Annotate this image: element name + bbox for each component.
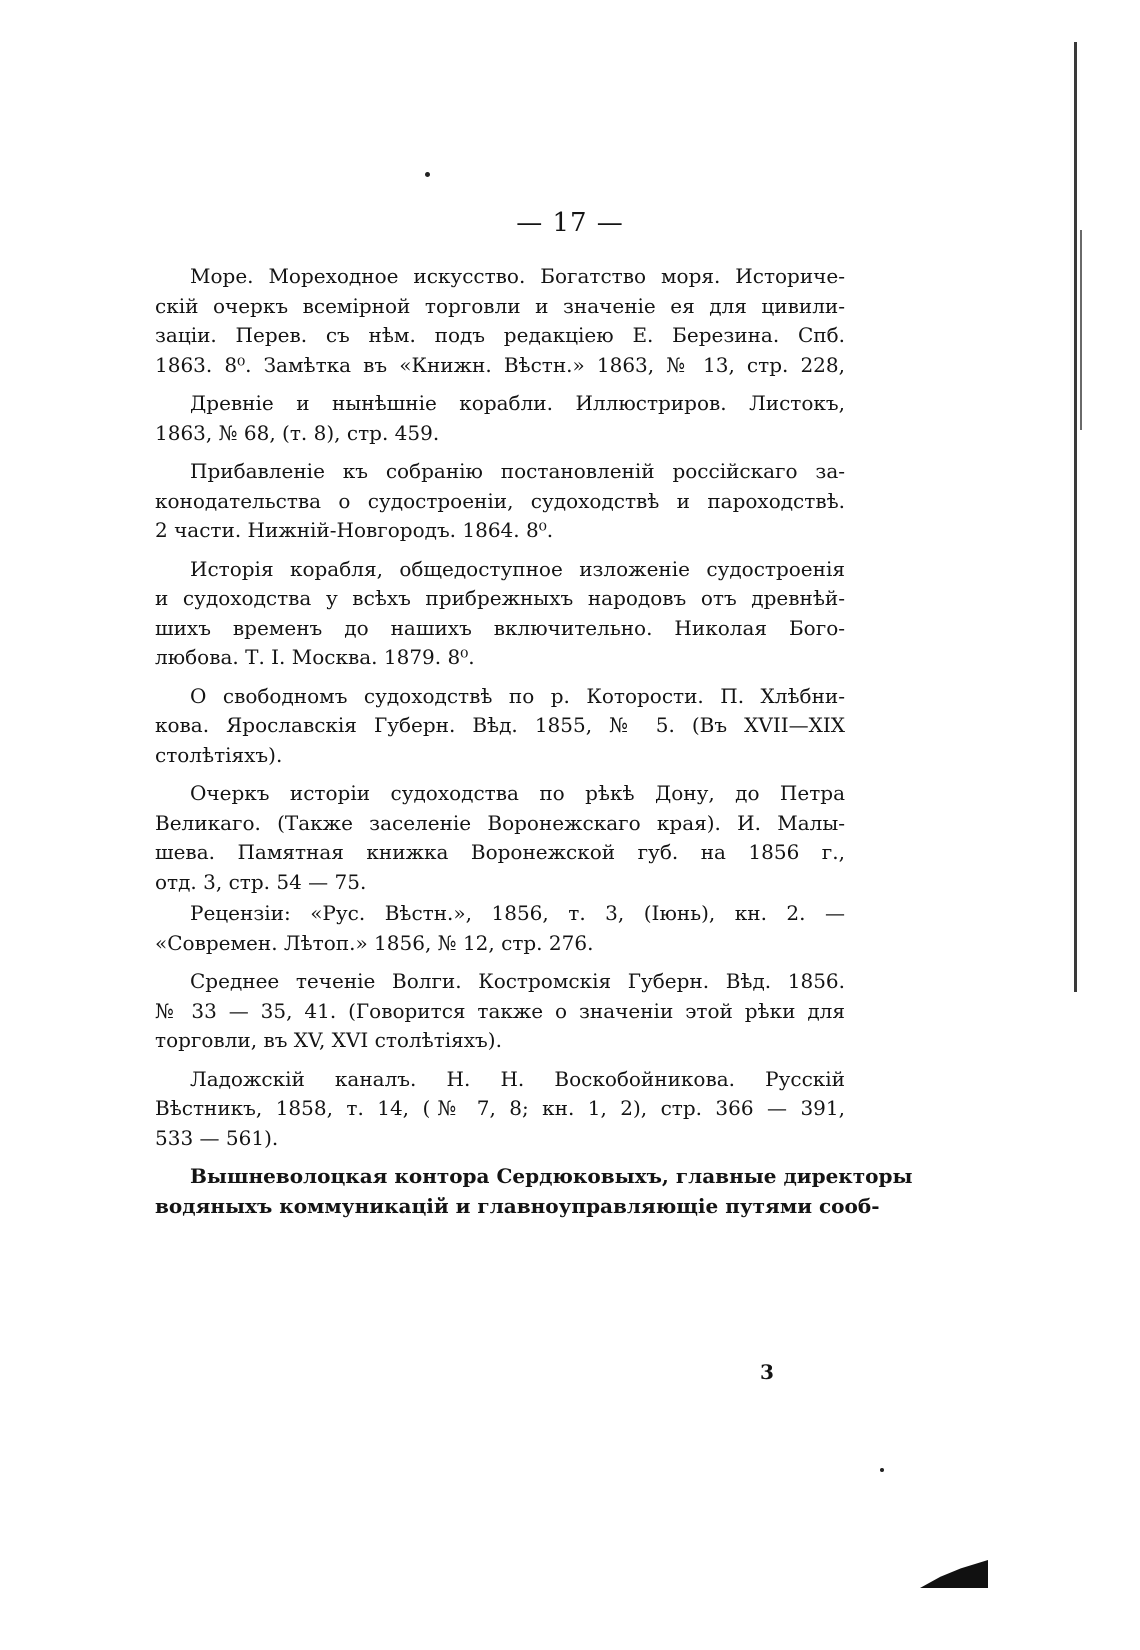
entry-line: О свободномъ судоходствѣ по р. Которости. П. Хлѣбни- — [190, 683, 845, 708]
bibliography-text — [155, 262, 913, 1230]
bibliography-entry — [155, 967, 845, 1056]
margin-scan-rule-secondary — [1080, 230, 1082, 430]
signature-mark: 3 — [760, 1360, 774, 1384]
entry-line: и судоходства у всѣхъ прибрежныхъ народовъ отъ древнѣй- — [155, 586, 845, 610]
entry-line: заціи. Перев. съ нѣм. подъ редакціею Е. Березина. Спб. — [155, 323, 845, 347]
entry-line: Вышневолоцкая контора Сердюковыхъ, главные директоры — [190, 1164, 913, 1188]
entry-line: кова. Ярославскія Губерн. Вѣд. 1855, № 5. (Въ XVII—XIX — [155, 713, 845, 737]
entry-line: скій очеркъ всемірной торговли и значеніе ея для цивили- — [155, 293, 845, 318]
entry-line: Прибавленіе къ собранію постановленій россійскаго за- — [190, 459, 845, 483]
entry-line: шихъ временъ до нашихъ включительно. Николая Бого- — [155, 615, 845, 640]
ink-blot — [920, 1560, 988, 1588]
entry-line: «Современ. Лѣтоп.» 1856, № 12, стр. 276. — [155, 930, 594, 955]
entry-line: Вѣстникъ, 1858, т. 14, (№ 7, 8; кн. 1, 2), стр. 366 — 391, — [155, 1096, 845, 1120]
scan-speck — [880, 1468, 884, 1472]
entry-line: шева. Памятная книжка Воронежской губ. на 1856 г., — [155, 840, 845, 864]
margin-scan-rule — [1074, 42, 1077, 992]
bibliography-entry — [155, 682, 845, 771]
bibliography-entry — [155, 1162, 913, 1221]
bibliography-entry — [155, 389, 845, 448]
entry-line: 1863. 8⁰. Замѣтка въ «Книжн. Вѣстн.» 1863, № 13, стр. 228, — [155, 352, 845, 377]
bibliography-entry — [155, 779, 845, 897]
scan-speck — [425, 172, 430, 177]
entry-line: торговли, въ XV, XVI столѣтіяхъ). — [155, 1028, 502, 1052]
bibliography-entry — [155, 262, 845, 380]
bibliography-entry — [155, 1065, 845, 1154]
entry-line: любова. Т. I. Москва. 1879. 8⁰. — [155, 645, 475, 669]
entry-line: 533 — 561). — [155, 1125, 279, 1150]
entry-line: 2 части. Нижній-Новгородъ. 1864. 8⁰. — [155, 518, 554, 542]
entry-line: 1863, № 68, (т. 8), стр. 459. — [155, 420, 440, 445]
review-entry — [155, 899, 845, 958]
entry-line: Исторія корабля, общедоступное изложеніе судостроенія — [190, 556, 845, 581]
entry-line: Очеркъ исторіи судоходства по рѣкѣ Дону, до Петра — [190, 781, 845, 805]
entry-line: Среднее теченіе Волги. Костромскія Губерн. Вѣд. 1856. — [190, 969, 845, 993]
bibliography-entry — [155, 555, 845, 673]
bibliography-entry — [155, 457, 845, 546]
page-number: — 17 — — [516, 208, 624, 238]
entry-line: конодательства о судостроеніи, судоходствѣ и пароходствѣ. — [155, 488, 845, 513]
entry-line: Древніе и нынѣшніе корабли. Иллюстриров. Листокъ, — [190, 391, 845, 415]
entry-line: Море. Мореходное искусство. Богатство моря. Историче- — [190, 264, 845, 288]
entry-line: отд. 3, стр. 54 — 75. — [155, 869, 367, 894]
entry-line: водяныхъ коммуникацій и главноуправляющіе путями сооб- — [155, 1193, 880, 1218]
entry-line: Рецензіи: «Рус. Вѣстн.», 1856, т. 3, (Іюнь), кн. 2. — — [190, 901, 845, 925]
entry-line: Ладожскій каналъ. Н. Н. Воскобойникова. Русскій — [190, 1066, 845, 1091]
entry-line: Великаго. (Также заселеніе Воронежскаго края). И. Малы- — [155, 810, 845, 835]
entry-line: № 33 — 35, 41. (Говорится также о значеніи этой рѣки для — [155, 998, 845, 1023]
entry-line: столѣтіяхъ). — [155, 742, 283, 767]
